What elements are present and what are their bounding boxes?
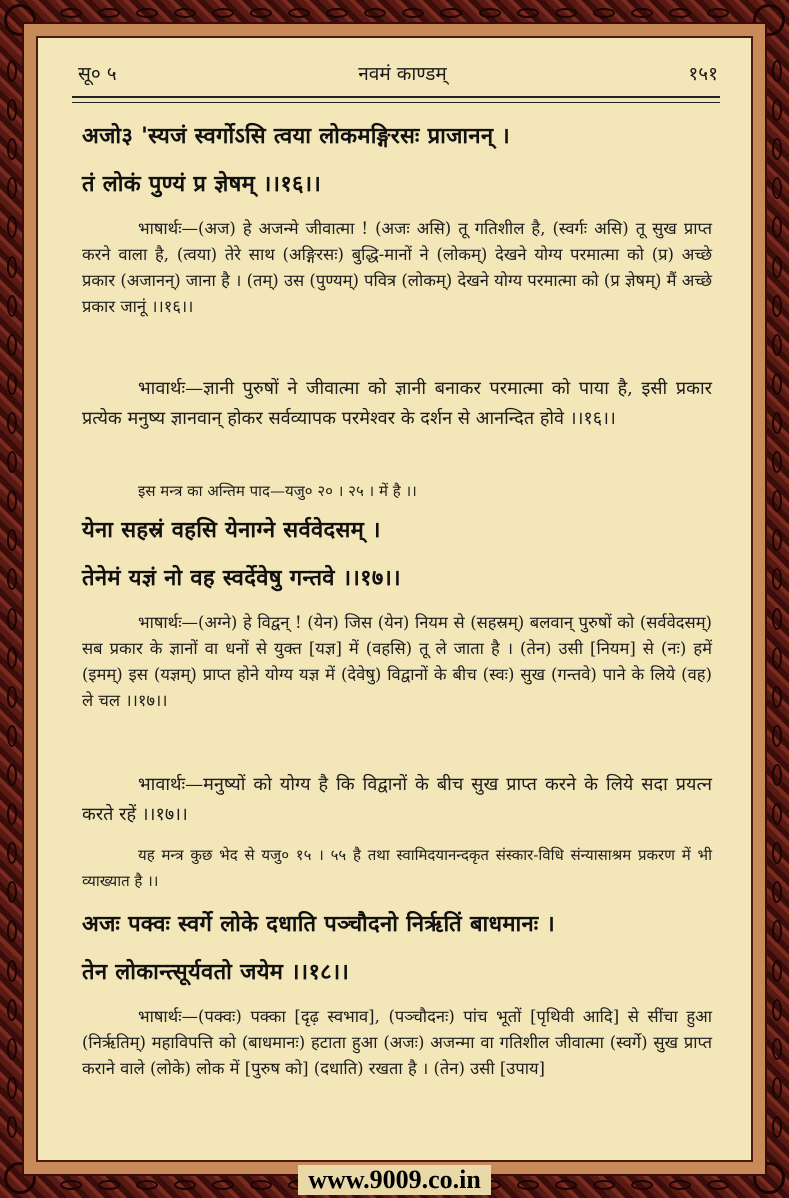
mantra-18-line-1: अजः पक्वः स्वर्गे लोके दधाति पञ्चौदनो निर्ऋतिं बाधमानः ।: [82, 911, 556, 937]
page-header: [78, 58, 718, 88]
footer: [0, 1162, 789, 1198]
page-number: १५१: [688, 63, 718, 85]
meaning-16: भावार्थः—ज्ञानी पुरुषों ने जीवात्मा को ज्ञानी बनाकर परमात्मा को पाया है, इसी प्रकार प्रत्येक मनुष्य ज्ञानवान् होकर सर्वव्यापक परमेश्वर के दर्शन से आनन्दित होवे ।।१६।।: [82, 378, 712, 429]
website-url[interactable]: www.9009.co.in: [298, 1165, 491, 1195]
mantra-17-line-2: तेनेमं यज्ञं नो वह स्वर्देवेषु गन्तवे ।।१७।।: [82, 565, 401, 591]
mantra-16-line-2: तं लोकं पुण्यं प्र ज्ञेषम् ।।१६।।: [82, 171, 322, 197]
border-swirls-left: [5, 60, 19, 1138]
book-page: [36, 36, 753, 1162]
translation-18: भाषार्थः—(पक्वः) पक्का [दृढ़ स्वभाव], (पञ्चौदनः) पांच भूतों [पृथिवी आदि] से सींचा हुआ (निर्ऋतिम्) महाविपत्ति को (बाधमानः) हटाता हुआ (अजः) अजन्मा वा गतिशील जीवात्मा (स्वर्गे) सुख प्राप्त कराने वाले (लोके) लोक में [पुरुष को] (दधाति) रखता है । (तेन) उसी [उपाय]: [82, 1007, 712, 1078]
meaning-17: भावार्थः—मनुष्यों को योग्य है कि विद्वानों के बीच सुख प्राप्त करने के लिये सदा प्रयत्न करते रहें ।।१७।।: [82, 774, 712, 825]
kanda-title: नवमं काण्डम्: [358, 63, 447, 85]
note-17: यह मन्त्र कुछ भेद से यजु० १५ । ५५ है तथा स्वामिदयानन्दकृत संस्कार-विधि संन्यासाश्रम प्रकरण में भी व्याख्यात है ।।: [82, 846, 712, 890]
note-16: इस मन्त्र का अन्तिम पाद—यजु० २० । २५ । में है ।।: [138, 482, 417, 500]
sukta-number: सू० ५: [78, 63, 117, 85]
mantra-18-line-2: तेन लोकान्त्सूर्यवतो जयेम ।।१८।।: [82, 959, 350, 985]
header-rule: [72, 96, 720, 103]
mantra-16-line-1: अजो३ 'स्यजं स्वर्गोऽसि त्वया लोकमङ्गिरसः प्राजानन् ।: [82, 123, 511, 149]
translation-16: भाषार्थः—(अज) हे अजन्मे जीवात्मा ! (अजः असि) तू गतिशील है, (स्वर्गः असि) तू सुख प्राप्त करने वाला है, (त्वया) तेरे साथ (अङ्गिरसः) बुद्धि-मानों ने (लोकम्) देखने योग्य परमात्मा को (प्र) अच्छे प्रकार (अजानन्) जाना है । (तम्) उस (पुण्यम्) पवित्र (लोकम्) देखने योग्य परमात्मा को (प्र ज्ञेषम्) मैं अच्छे प्रकार जानूं ।।१६।।: [82, 219, 712, 316]
mantra-17-line-1: येना सहस्रं वहसि येनाग्ने सर्ववेदसम् ।: [82, 517, 381, 543]
translation-17: भाषार्थः—(अग्ने) हे विद्वन् ! (येन) जिस (येन) नियम से (सहस्रम्) बलवान् पुरुषों को (सर्ववेदसम्) सब प्रकार के ज्ञानों वा धनों से युक्त [यज्ञ] में (वहसि) तू ले जाता है । (तेन) उसी [नियम] से (नः) हमें (इमम्) इस (यज्ञम्) प्राप्त होने योग्य यज्ञ में (देवेषु) विद्वानों के बीच (स्वः) सुख (गन्तवे) पाने के लिये (वह) ले चल ।।१७।।: [82, 613, 712, 710]
border-swirls-right: [770, 60, 784, 1138]
border-swirls-top: [60, 6, 729, 20]
